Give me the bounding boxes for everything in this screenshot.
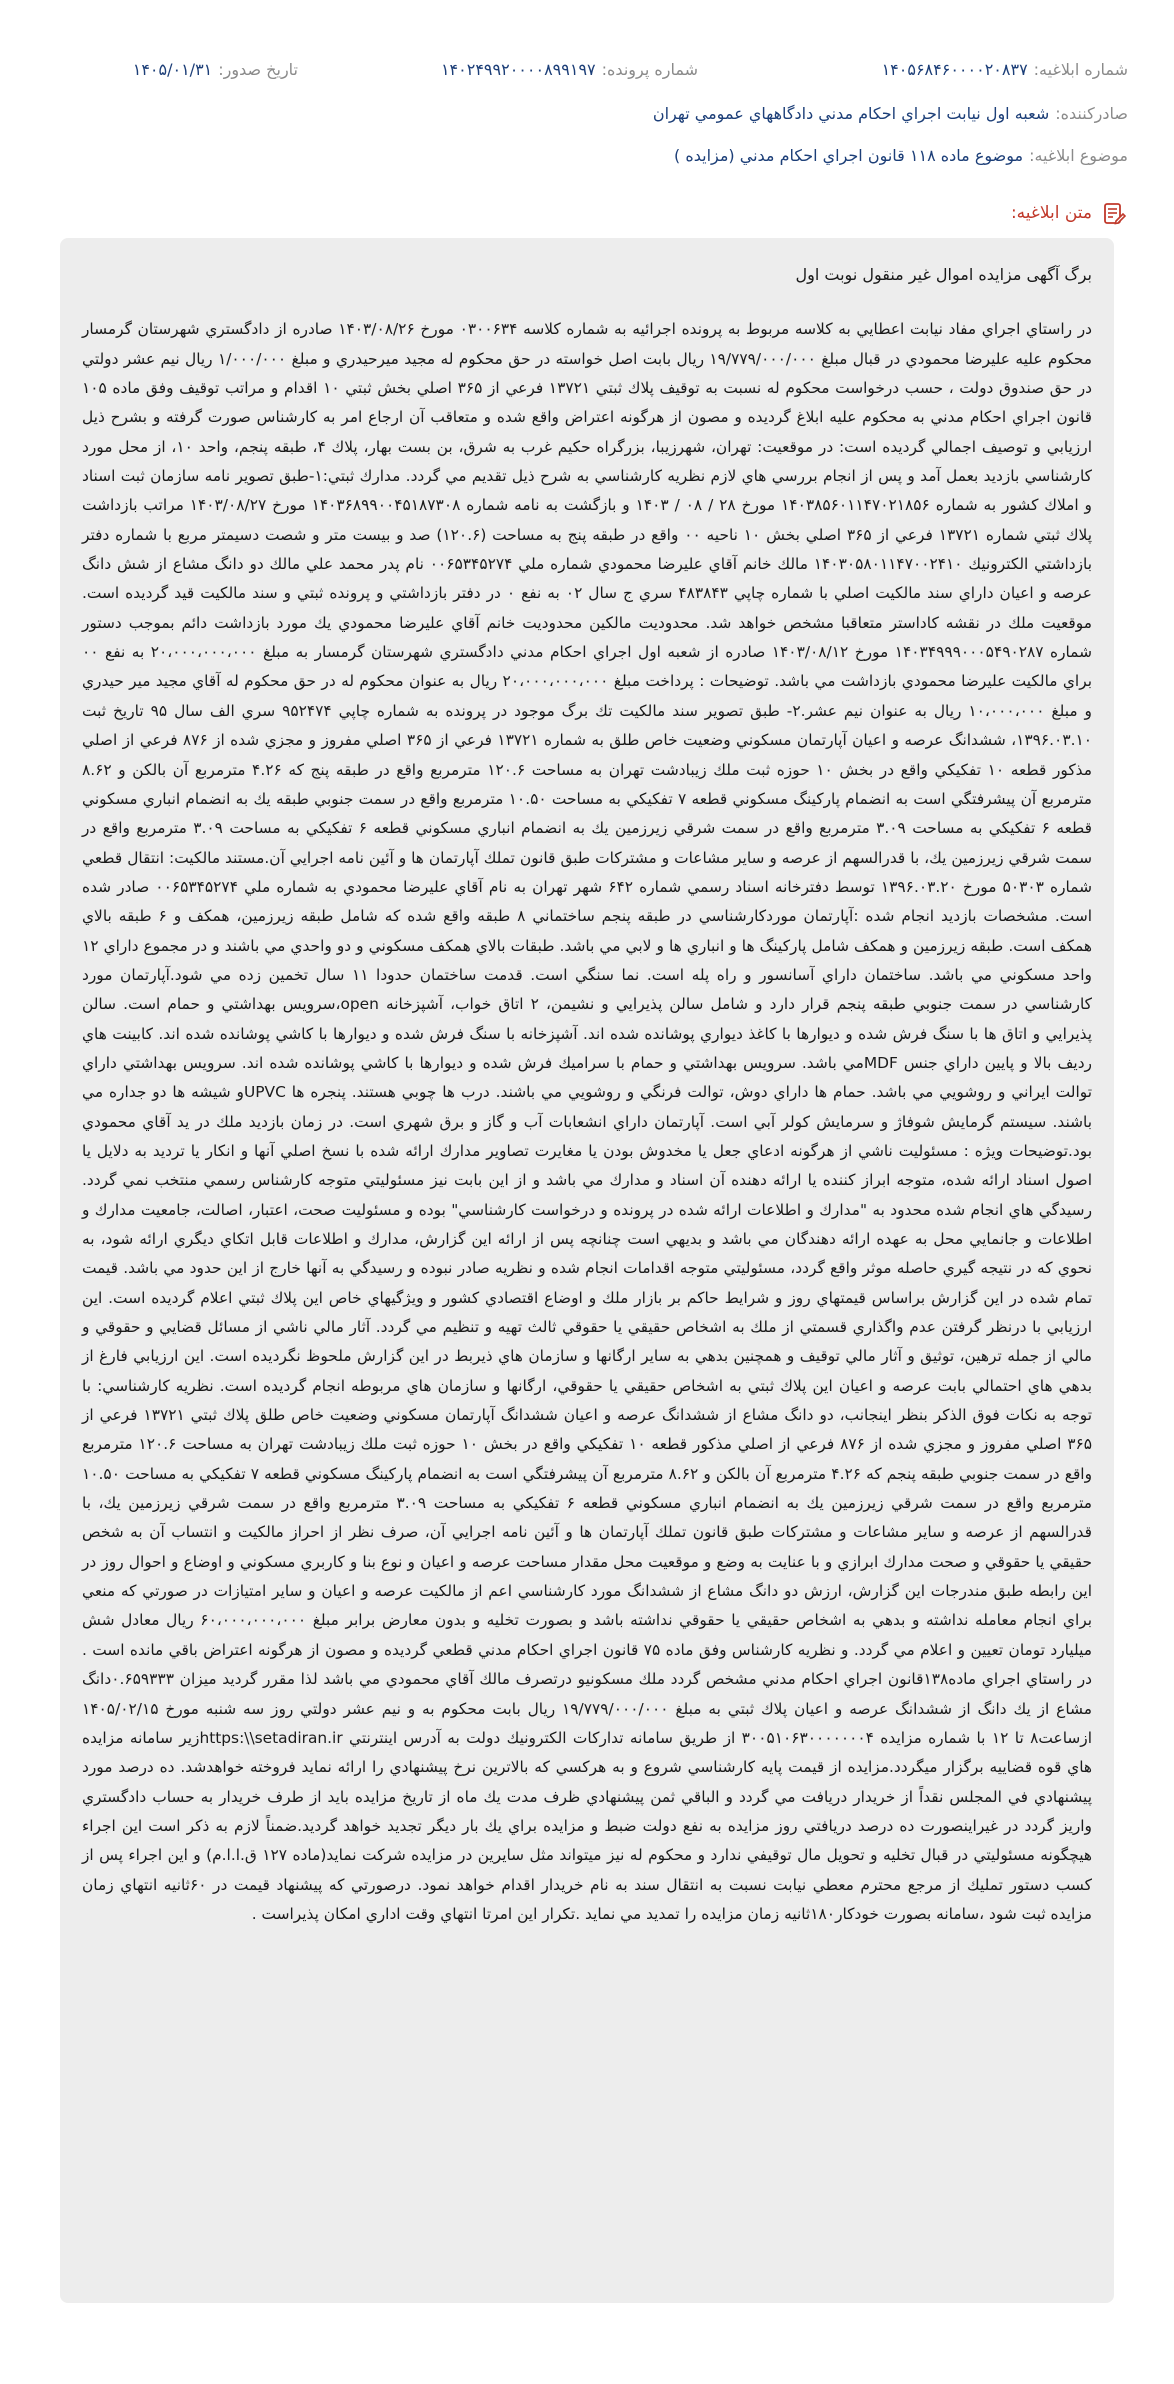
case-number-value: ۱۴۰۲۴۹۹۲۰۰۰۰۸۹۹۱۹۷ xyxy=(440,59,596,79)
notice-number xyxy=(698,60,1128,79)
issue-date-label: تاریخ صدور: xyxy=(218,59,298,79)
notice-text-label: متن ابلاغیه: xyxy=(1010,203,1092,223)
notice-body-title: برگ آگهی مزایده اموال غیر منقول نوبت اول xyxy=(795,265,1092,284)
case-number xyxy=(298,60,698,79)
subject-row xyxy=(46,140,1128,170)
notice-body-text: در راستاي اجراي مفاد نيابت اعطايي به كلاسه مربوط به پرونده اجرائيه به شماره كلاسه ۰۳۰۰۶۳۴ مورخ ۱۴۰۳/۰۸/۲۶ صادره از دادگستري شهرستان گرمسار محكوم عليه عليرضا محمودي در قبال مبلغ ۱۹/۷۷۹/۰۰۰/۰۰۰ ريال بابت اصل خواسته در حق محكوم له مجيد ميرحيدري و مبلغ ۱/۰۰۰/۰۰۰ ريال نيم عشر دولتي در حق صندوق دولت ، حسب درخواست محكوم له نسبت به توقيف پلاك ثبتي ۱۳۷۲۱ فرعي از ۳۶۵ اصلي بخش ثبتي ۱۰ اقدام و مراتب توقيف وفق ماده ۱۰۵ قانون اجراي احكام مدني به محكوم عليه ابلاغ گرديده و مصون از هرگونه اعتراض واقع شده و متعاقب آن ارجاع امر به كارشناس صورت گرفته و بشرح ذيل ارزيابي و توصيف اجمالي گرديده است: در موقعيت: تهران، شهرزيبا، بزرگراه حكيم غرب به شرق، بن بست بهار، پلاك ۴، طبقه پنجم، واحد ۱۰، از محل مورد كارشناسي بازديد بعمل آمد و پس از انجام بررسي هاي لازم نظريه كارشناسي به شرح ذيل تقديم مي گردد. مدارك ثبتي:۱-طبق تصوير نامه سازمان ثبت اسناد و املاك كشور به شماره ۱۴۰۳۸۵۶۰۱۱۴۷۰۲۱۸۵۶ مورخ ۲۸ / ۰۸ / ۱۴۰۳ و بازگشت به نامه شماره ۱۴۰۳۶۸۹۹۰۰۴۵۱۸۷۳۰۸ مورخ ۱۴۰۳/۰۸/۲۷ مراتب بازداشت پلاك ثبتي شماره ۱۳۷۲۱ فرعي از ۳۶۵ اصلي بخش ۱۰ ناحيه ۰۰ واقع در طبقه پنج به مساحت (۱۲۰.۶) صد و بيست متر و شصت دسيمتر مربع با شماره دفتر بازداشتي الكترونيك ۱۴۰۳۰۵۸۰۱۱۴۷۰۰۲۴۱۰ مالك خانم آقاي عليرضا محمودي شماره ملي ۰۰۶۵۳۴۵۲۷۴ نام پدر محمد علي مالك دو دانگ مشاع از شش دانگ عرصه و اعيان داراي سند مالكيت اصلي با شماره چاپي ۴۸۳۸۴۳ سري ج سال ۰۲ به نفع ۰ در دفتر بازداشتي و پرونده ثبتي و سند مالكيت قيد گرديده است. موقعيت ملك در نقشه كاداستر متعاقبا مشخص خواهد شد. محدوديت مالكين محدوديت خانم آقاي عليرضا محمودي يك مورد بازداشت دائم بموجب دستور شماره ۱۴۰۳۴۹۹۹۰۰۰۵۴۹۰۲۸۷ مورخ ۱۴۰۳/۰۸/۱۲ صادره از شعبه اول اجراي احكام مدني دادگستري شهرستان گرمسار به مبلغ ۲۰،۰۰۰،۰۰۰،۰۰۰ به نفع ۰۰ براي مالكيت عليرضا محمودي بازداشت مي باشد. توضيحات : پرداخت مبلغ ۲۰،۰۰۰،۰۰۰،۰۰۰ ريال به عنوان محكوم له در حق محكوم له آقاي مجيد مير حيدري و مبلغ ۱۰،۰۰۰،۰۰۰ ريال به عنوان نيم عشر.۲- طبق تصوير سند مالكيت تك برگ موجود در پرونده به شماره چاپي ۹۵۲۴۷۴ سري الف سال ۹۵ تاريخ ثبت ۱۳۹۶.۰۳.۱۰، ششدانگ عرصه و اعيان آپارتمان مسكوني وضعيت خاص طلق به شماره ۱۳۷۲۱ فرعي از ۳۶۵ اصلي مفروز و مجزي شده از ۸۷۶ فرعي از اصلي مذكور قطعه ۱۰ تفكيكي واقع در بخش ۱۰ حوزه ثبت ملك زيبادشت تهران به مساحت ۱۲۰.۶ مترمربع واقع در طبقه پنج كه ۴.۲۶ مترمربع آن بالكن و ۸.۶۲ مترمربع آن پيشرفتگي است به انضمام پاركينگ مسكوني قطعه ۷ تفكيكي به مساحت ۱۰.۵۰ مترمربع واقع در سمت جنوبي طبقه يك به انضمام انباري مسكوني قطعه ۶ تفكيكي به مساحت ۳.۰۹ مترمربع واقع در سمت شرقي زيرزمين يك به انضمام انباري مسكوني قطعه ۶ تفكيكي به مساحت ۳.۰۹ مترمربع واقع در سمت شرقي زيرزمين يك، با قدرالسهم از عرصه و ساير مشاعات و مشتركات طبق قانون تملك آپارتمان ها و آئين نامه اجرايي آن.مستند مالكيت: انتقال قطعي شماره ۵۰۳۰۳ مورخ ۱۳۹۶.۰۳.۲۰ توسط دفترخانه اسناد رسمي شماره ۶۴۲ شهر تهران به نام آقاي عليرضا محمودي به شماره ملي ۰۰۶۵۳۴۵۲۷۴ صادر شده است. مشخصات بازديد انجام شده :آپارتمان موردكارشناسي در طبقه پنجم ساختماني ۸ طبقه واقع شده كه شامل طبقه زيرزمين، همكف و ۶ طبقه بالاي همكف است. طبقه زيرزمين و همكف شامل پاركينگ ها و انباري ها و لابي مي باشد. طبقات بالاي همكف مسكوني و دو واحدي مي باشند و در مجموع داراي ۱۲ واحد مسكوني مي باشد. ساختمان داراي آسانسور و راه پله است. نما سنگي است. قدمت ساختمان حدودا ۱۱ سال تخمين زده مي شود.آپارتمان مورد كارشناسي در سمت جنوبي طبقه پنجم قرار دارد و شامل سالن پذيرايي و نشيمن، ۲ اتاق خواب، آشپزخانه open،سرويس بهداشتي و حمام است. سالن پذيرايي و اتاق ها با سنگ فرش شده و ديوارها با كاغذ ديواري پوشانده شده اند. آشپزخانه با سنگ فرش شده و ديوارها با كاشي پوشانده شده اند. كابينت هاي رديف بالا و پايين داراي جنس MDFمي باشد. سرويس بهداشتي و حمام با سراميك فرش شده و ديوارها با كاشي پوشانده شده اند. سرويس بهداشتي داراي توالت ايراني و روشويي مي باشد. حمام ها داراي دوش، توالت فرنگي و روشويي مي باشند. درب ها چوبي هستند. پنجره ها UPVCو شيشه ها دو جداره مي باشند. سيستم گرمايش شوفاژ و سرمايش كولر آبي است. آپارتمان داراي انشعابات آب و گاز و برق شهري است. در زمان بازديد ملك در يد آقاي محمودي بود.توضيحات ويژه : مسئوليت ناشي از هرگونه ادعاي جعل يا مخدوش بودن يا مغايرت تصاوير مدارك ارائه شده با نسخ اصلي آنها و انكار يا ترديد به دلايل يا اصول اسناد ارائه شده، متوجه ابراز كننده يا ارائه دهنده آن اسناد و مدارك مي باشد و از اين بابت نيز مسئوليتي متوجه كارشناس رسمي منتخب نمي گردد. رسيدگي هاي انجام شده محدود به "مدارك و اطلاعات ارائه شده در پرونده و درخواست كارشناسي" بوده و مسئوليت صحت، اعتبار، اصالت، جامعيت مدارك و اطلاعات و جانمايي محل به عهده ارائه دهندگان مي باشد و بديهي است چنانچه پس از ارائه اين گزارش، مدارك و اطلاعات قابل اتكاي ديگري ارائه شود، به نحوي كه در نتيجه گيري حاصله موثر واقع گردد، مسئوليتي متوجه اقدامات انجام شده و نظريه صادر نبوده و رسيدگي به آنها خارج از اين حدود مي باشد. قيمت تمام شده در اين گزارش براساس قيمتهاي روز و شرايط حاكم بر بازار ملك و اوضاع اقتصادي كشور و ويژگيهاي خاص اين پلاك ثبتي اعلام گرديده است. اين ارزيابي با درنظر گرفتن عدم واگذاري قسمتي از ملك به اشخاص حقيقي يا حقوقي ثالث تهيه و تنظيم مي گردد. آثار مالي ناشي از مسائل قضايي و حقوقي و مالي از جمله ترهين، توثيق و آثار مالي توقيف و همچنين بدهي به ساير ارگانها و سازمان هاي ذيربط در اين گزارش ملحوظ نگرديده است. اين ارزيابي فارغ از بدهي هاي احتمالي بابت عرصه و اعيان اين پلاك ثبتي به اشخاص حقيقي يا حقوقي، ارگانها و سازمان هاي مربوطه انجام گرديده است. نظريه كارشناسي: با توجه به نكات فوق الذكر بنظر اينجانب، دو دانگ مشاع از ششدانگ عرصه و اعيان ششدانگ آپارتمان مسكوني وضعيت خاص طلق پلاك ثبتي ۱۳۷۲۱ فرعي از ۳۶۵ اصلي مفروز و مجزي شده از ۸۷۶ فرعي از اصلي مذكور قطعه ۱۰ تفكيكي واقع در بخش ۱۰ حوزه ثبت ملك زيبادشت تهران به مساحت ۱۲۰.۶ مترمربع واقع در سمت جنوبي طبقه پنجم كه ۴.۲۶ مترمربع آن بالكن و ۸.۶۲ مترمربع آن پيشرفتگي است به انضمام پاركينگ مسكوني قطعه ۷ تفكيكي به مساحت ۱۰.۵۰ مترمربع واقع در سمت شرقي زيرزمين يك به انضمام انباري مسكوني قطعه ۶ تفكيكي به مساحت ۳.۰۹ مترمربع واقع در سمت شرقي زيرزمين يك، با قدرالسهم از عرصه و ساير مشاعات و مشتركات طبق قانون تملك آپارتمان ها و آئين نامه اجرايي آن، صرف نظر از احراز مالكيت و انتساب آن به شخص حقيقي يا حقوقي و صحت مدارك ابرازي و با عنايت به وضع و موقعيت محل مقدار مساحت عرصه و اعيان و نوع بنا و كاربري مسكوني و اوضاع و احوال روز در اين رابطه طبق مندرجات اين گزارش، ارزش دو دانگ مشاع از ششدانگ مورد كارشناسي اعم از مالكيت عرصه و اعيان و ساير امتيازات در صورتي كه منعي براي انجام معامله نداشته و بدهي به اشخاص حقيقي يا حقوقي نداشته باشد و بصورت تخليه و بدون معارض برابر مبلغ ۶۰،۰۰۰،۰۰۰،۰۰۰ ريال معادل شش ميليارد تومان تعيين و اعلام مي گردد. و نظريه كارشناس وفق ماده ۷۵ قانون اجراي احكام مدني قطعي گرديده و مصون از هرگونه اعتراض باقي مانده است . در راستاي اجراي ماده۱۳۸قانون اجراي احكام مدني مشخص گردد ملك مسكونيو درتصرف مالك آقاي محمودي مي باشد لذا مقرر گرديد ميزان ۰.۶۵۹۳۳۳دانگ مشاع از يك دانگ از ششدانگ عرصه و اعيان پلاك ثبتي به مبلغ ۱۹/۷۷۹/۰۰۰/۰۰۰ ريال بابت محكوم به و نيم عشر دولتي روز سه شنبه مورخ ۱۴۰۵/۰۲/۱۵ ازساعت۸ تا ۱۲ با شماره مزايده ۳۰۰۵۱۰۶۳۰۰۰۰۰۰۰۴ از طريق سامانه تداركات الكترونيك دولت به آدرس اينترنتي https:\\setadiran.irزير سامانه مزايده هاي قوه قضاييه برگزار ميگردد.مزايده از قيمت پايه كارشناسي شروع و به هركسي كه بالاترين نرخ پيشنهادي را ارائه نمايد فروخته خواهدشد. ده درصد مورد پيشنهادي في المجلس نقداً از خريدار دريافت مي گردد و الباقي ثمن پيشنهادي ظرف مدت يك ماه از تاريخ مزايده بايد از طرف خريدار به حساب دادگستري واريز گردد در غيراينصورت ده درصد دريافتي روز مزايده به نفع دولت ضبط و مزايده براي يك بار ديگر تجديد خواهد گرديد.ضمناً لازم به ذكر است اين اجراء هيچگونه مسئوليتي در قبال تخليه و تحويل مال توقيفي ندارد و محكوم له نيز ميتواند مثل سايرين در مزايده شركت نمايد(ماده ۱۲۷ ق.ا.ا.م) و اين اجراء پس از كسب دستور تمليك از مرجع محترم معطي نيابت نسبت به انتقال سند به نام خريدار اقدام خواهد نمود. درصورتي كه پيشنهاد قيمت در ۶۰ثانيه انتهاي زمان مزايده ثبت شود ،سامانه بصورت خودكار۱۸۰ثانيه زمان مزايده را تمديد مي نمايد .تكرار اين امرتا انتهاي وقت اداري امكان پذيراست . xyxy=(82,320,1093,1923)
case-number-label: شماره پرونده: xyxy=(601,59,698,79)
issuer-row xyxy=(46,98,1128,128)
meta-top-row xyxy=(46,54,1128,84)
notice-body xyxy=(82,260,1092,1929)
notice-text-heading xyxy=(1011,197,1128,229)
notice-number-label: شماره ابلاغیه: xyxy=(1033,59,1128,79)
notice-number-value: ۱۴۰۵۶۸۴۶۰۰۰۰۲۰۸۳۷ xyxy=(881,59,1028,79)
issue-date xyxy=(78,60,298,79)
subject-label: موضوع ابلاغیه: xyxy=(1029,145,1128,165)
notice-text-box xyxy=(60,238,1114,2303)
issuer-value: شعبه اول نيابت اجراي احكام مدني دادگاههاي عمومي تهران xyxy=(652,103,1050,123)
issue-date-value: ۱۴۰۵/۰۱/۳۱ xyxy=(132,59,213,79)
issuer-label: صادرکننده: xyxy=(1055,103,1128,123)
subject-value: موضوع ماده ۱۱۸ قانون اجراي احكام مدني (مزايده ) xyxy=(674,145,1024,165)
document-edit-icon xyxy=(1100,199,1128,227)
